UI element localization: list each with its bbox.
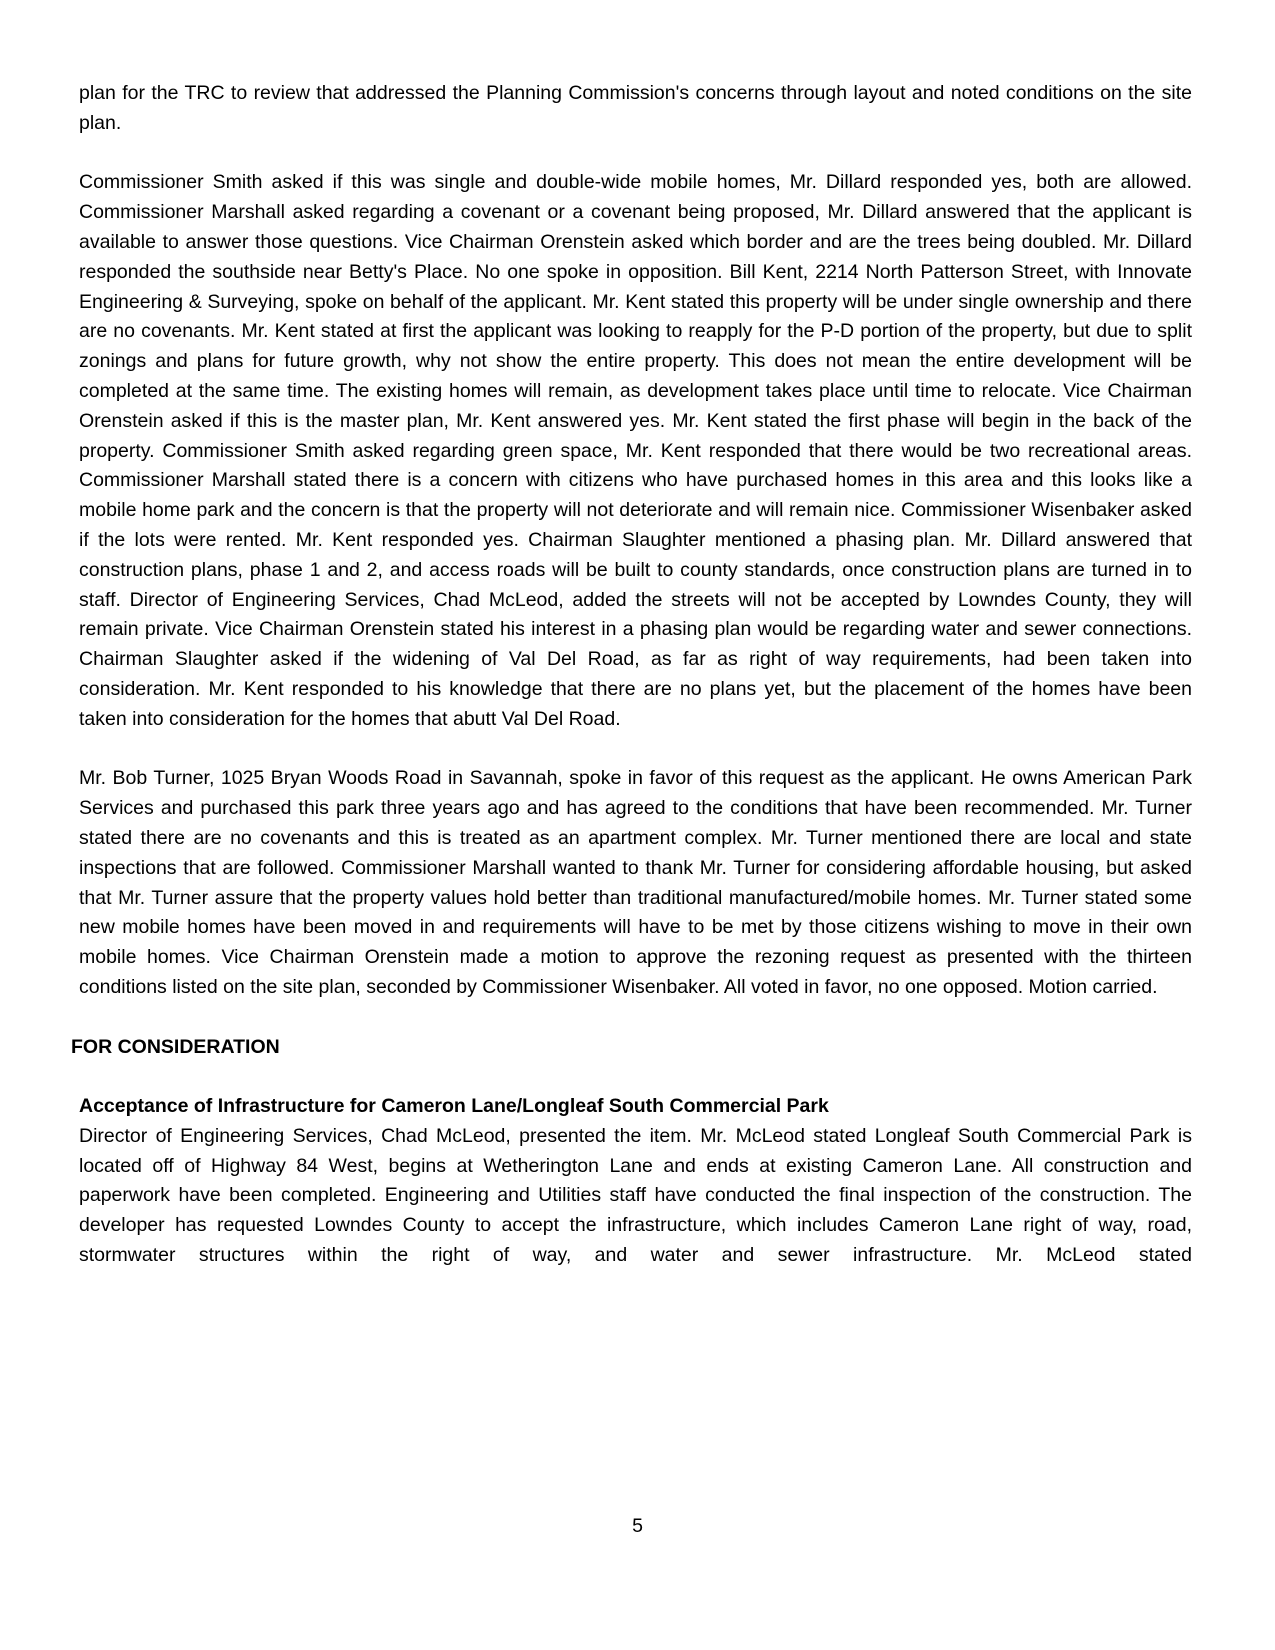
item-heading-cameron-lane-infrastructure: Acceptance of Infrastructure for Cameron Lane/Longleaf South Commercial Park: [79, 1095, 829, 1118]
paragraph-hearing-discussion: Commissioner Smith asked if this was single and double-wide mobile homes, Mr. Dillard responded yes, both are allowed. Commissioner Marshall asked regarding a covenant or a covenant being proposed, Mr. Dillard answered that the applicant is available to answer those questions. Vice Chairman Orenstein asked which border and are the trees being doubled. Mr. Dillard responded the southside near Betty's Place. No one spoke in opposition. Bill Kent, 2214 North Patterson Street, with Innovate Engineering & Surveying, spoke on behalf of the applicant. Mr. Kent stated this property will be under single ownership and there are no covenants. Mr. Kent stated at first the applicant was looking to reapply for the P-D portion of the property, but due to split zonings and plans for future growth, why not show the entire property. This does not mean the entire development will be completed at the same time. The existing homes will remain, as development takes place until time to relocate. Vice Chairman Orenstein asked if this is the master plan, Mr. Kent answered yes. Mr. Kent stated the first phase will begin in the back of the property. Commissioner Smith asked regarding green space, Mr. Kent responded that there would be two recreational areas. Commissioner Marshall stated there is a concern with citizens who have purchased homes in this area and this looks like a mobile home park and the concern is that the property will not deteriorate and will remain nice. Commissioner Wisenbaker asked if the lots were rented. Mr. Kent responded yes. Chairman Slaughter mentioned a phasing plan. Mr. Dillard answered that construction plans, phase 1 and 2, and access roads will be built to county standards, once construction plans are turned in to staff. Director of Engineering Services, Chad McLeod, added the streets will not be accepted by Lowndes County, they will remain private. Vice Chairman Orenstein stated his interest in a phasing plan would be regarding water and sewer connections. Chairman Slaughter asked if the widening of Val Del Road, as far as right of way requirements, had been taken into consideration. Mr. Kent responded to his knowledge that there are no plans yet, but the placement of the homes have been taken into consideration for the homes that abutt Val Del Road.: [79, 171, 1192, 730]
section-heading-for-consideration: FOR CONSIDERATION: [71, 1035, 280, 1058]
page-number: 5: [632, 1515, 643, 1537]
consideration-item: [79, 1092, 1192, 1271]
document-body: [71, 79, 1192, 1301]
paragraph-continuation: plan for the TRC to review that addressed the Planning Commission's concerns through layout and noted conditions on the site plan.: [79, 82, 1192, 134]
paragraph-applicant-remarks: Mr. Bob Turner, 1025 Bryan Woods Road in Savannah, spoke in favor of this request as the applicant. He owns American Park Services and purchased this park three years ago and has agreed to the conditions that have been recommended. Mr. Turner stated there are no covenants and this is treated as an apartment complex. Mr. Turner mentioned there are local and state inspections that are followed. Commissioner Marshall wanted to thank Mr. Turner for considering affordable housing, but asked that Mr. Turner assure that the property values hold better than traditional manufactured/mobile homes. Mr. Turner stated some new mobile homes have been moved in and requirements will have to be met by those citizens wishing to move in their own mobile homes. Vice Chairman Orenstein made a motion to approve the rezoning request as presented with the thirteen conditions listed on the site plan, seconded by Commissioner Wisenbaker. All voted in favor, no one opposed. Motion carried.: [79, 767, 1192, 998]
paragraph-item-body: Director of Engineering Services, Chad McLeod, presented the item. Mr. McLeod stated Longleaf South Commercial Park is located off of Highway 84 West, begins at Wetherington Lane and ends at existing Cameron Lane. All construction and paperwork have been completed. Engineering and Utilities staff have conducted the final inspection of the construction. The developer has requested Lowndes County to accept the infrastructure, which includes Cameron Lane right of way, road, stormwater structures within the right of way, and water and sewer infrastructure. Mr. McLeod stated: [79, 1124, 1192, 1267]
